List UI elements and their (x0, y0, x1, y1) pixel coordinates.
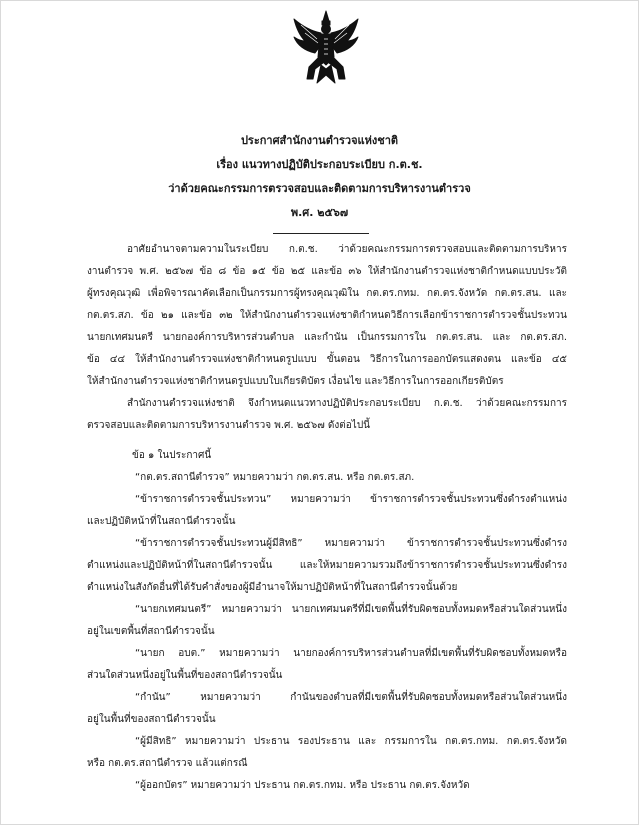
heading-line: พ.ศ. ๒๕๖๗ (290, 206, 349, 219)
definition-line: ตำแหน่งในสังกัดอื่นที่ได้รับคำสั่งของผู้มีอำนาจให้มาปฏิบัติหน้าที่ในสถานีตำรวจนั้นด้วย (87, 582, 458, 593)
garuda-emblem-icon (291, 9, 361, 89)
definition-line: “ผู้ออกบัตร” หมายความว่า ประธาน กต.ตร.กทม. หรือ ประธาน กต.ตร.จังหวัด (135, 780, 470, 791)
definition-line: ตำแหน่งและปฏิบัติหน้าที่ในสถานีตำรวจนั้น และให้หมายความรวมถึงข้าราชการตำรวจชั้นประทวนซึ่งดำรง (87, 560, 567, 571)
clause-heading: ข้อ ๑ ในประกาศนี้ (132, 450, 212, 461)
definition-line: “กต.ตร.สถานีตำรวจ” หมายความว่า กต.ตร.สน. หรือ กต.ตร.สภ. (135, 472, 415, 483)
definition-line: “ผู้มีสิทธิ” หมายความว่า ประธาน รองประธาน และ กรรมการใน กต.ตร.กทม. กต.ตร.จังหวัด (135, 736, 567, 747)
heading-line: เรื่อง แนวทางปฏิบัติประกอบระเบียบ ก.ต.ช. (216, 158, 423, 171)
body-line: ข้อ ๔๔ ให้สำนักงานตำรวจแห่งชาติกำหนดรูปแบบ ขั้นตอน วิธีการในการออกบัตรแสดงตน และข้อ ๔๕ (87, 354, 567, 365)
body-line: สำนักงานตำรวจแห่งชาติ จึงกำหนดแนวทางปฏิบัติประกอบระเบียบ ก.ต.ช. ว่าด้วยคณะกรรมการ (127, 398, 567, 409)
definition-line: “กำนัน” หมายความว่า กำนันของตำบลที่มีเขตพื้นที่รับผิดชอบทั้งหมดหรือส่วนใดส่วนหนึ่ง (135, 692, 567, 703)
heading-line: ว่าด้วยคณะกรรมการตรวจสอบและติดตามการบริหารงานตำรวจ (168, 182, 471, 195)
document-body (87, 239, 567, 797)
definition-line: อยู่ในพื้นที่ของสถานีตำรวจนั้น (87, 714, 216, 725)
definition-line: อยู่ในเขตพื้นที่สถานีตำรวจนั้น (87, 626, 215, 637)
definition-line: และปฏิบัติหน้าที่ในสถานีตำรวจนั้น (87, 516, 236, 527)
definition-line: “นายก อบต.” หมายความว่า นายกองค์การบริหารส่วนตำบลที่มีเขตพื้นที่รับผิดชอบทั้งหมดหรือ (135, 648, 567, 659)
body-line: ตรวจสอบและติดตามการบริหารงานตำรวจ พ.ศ. ๒๕๖๗ ดังต่อไปนี้ (87, 420, 371, 431)
definition-line: “ข้าราชการตำรวจชั้นประทวนผู้มีสิทธิ” หมายความว่า ข้าราชการตำรวจชั้นประทวนซึ่งดำรง (135, 538, 567, 549)
body-line: กต.ตร.สภ. ข้อ ๒๑ และข้อ ๓๒ ให้สำนักงานตำรวจแห่งชาติกำหนดวิธีการเลือกข้าราชการตำรวจชั้นประทวน (87, 310, 567, 321)
body-line: งานตำรวจ พ.ศ. ๒๕๖๗ ข้อ ๘ ข้อ ๑๕ ข้อ ๒๕ และข้อ ๓๖ ให้สำนักงานตำรวจแห่งชาติกำหนดแบบประวัติ (87, 266, 567, 277)
body-line: อาศัยอำนาจตามความในระเบียบ ก.ต.ช. ว่าด้วยคณะกรรมการตรวจสอบและติดตามการบริหาร (127, 244, 567, 255)
definition-line: “ข้าราชการตำรวจชั้นประทวน” หมายความว่า ข้าราชการตำรวจชั้นประทวนซึ่งดำรงตำแหน่ง (135, 494, 567, 505)
document-heading (1, 129, 638, 225)
body-line: ให้สำนักงานตำรวจแห่งชาติกำหนดรูปแบบใบเกียรติบัตร เงื่อนไข และวิธีการในการออกเกียรติบัตร (87, 376, 504, 387)
body-line: ผู้ทรงคุณวุฒิ เพื่อพิจารณาคัดเลือกเป็นกรรมการผู้ทรงคุณวุฒิใน กต.ตร.กทม. กต.ตร.จังหวัด กต.ตร.สน. และ (87, 288, 567, 299)
heading-divider (273, 233, 369, 234)
definition-line: ส่วนใดส่วนหนึ่งอยู่ในพื้นที่ของสถานีตำรวจนั้น (87, 670, 283, 681)
body-line: นายกเทศมนตรี นายกองค์การบริหารส่วนตำบล และกำนัน เป็นกรรมการใน กต.ตร.สน. และ กต.ตร.สภ. (87, 332, 567, 343)
definition-line: “นายกเทศมนตรี” หมายความว่า นายกเทศมนตรีที่มีเขตพื้นที่รับผิดชอบทั้งหมดหรือส่วนใดส่วนหนึ่ง (135, 604, 567, 615)
heading-line: ประกาศสำนักงานตำรวจแห่งชาติ (240, 134, 399, 147)
definition-line: หรือ กต.ตร.สถานีตำรวจ แล้วแต่กรณี (87, 758, 248, 769)
